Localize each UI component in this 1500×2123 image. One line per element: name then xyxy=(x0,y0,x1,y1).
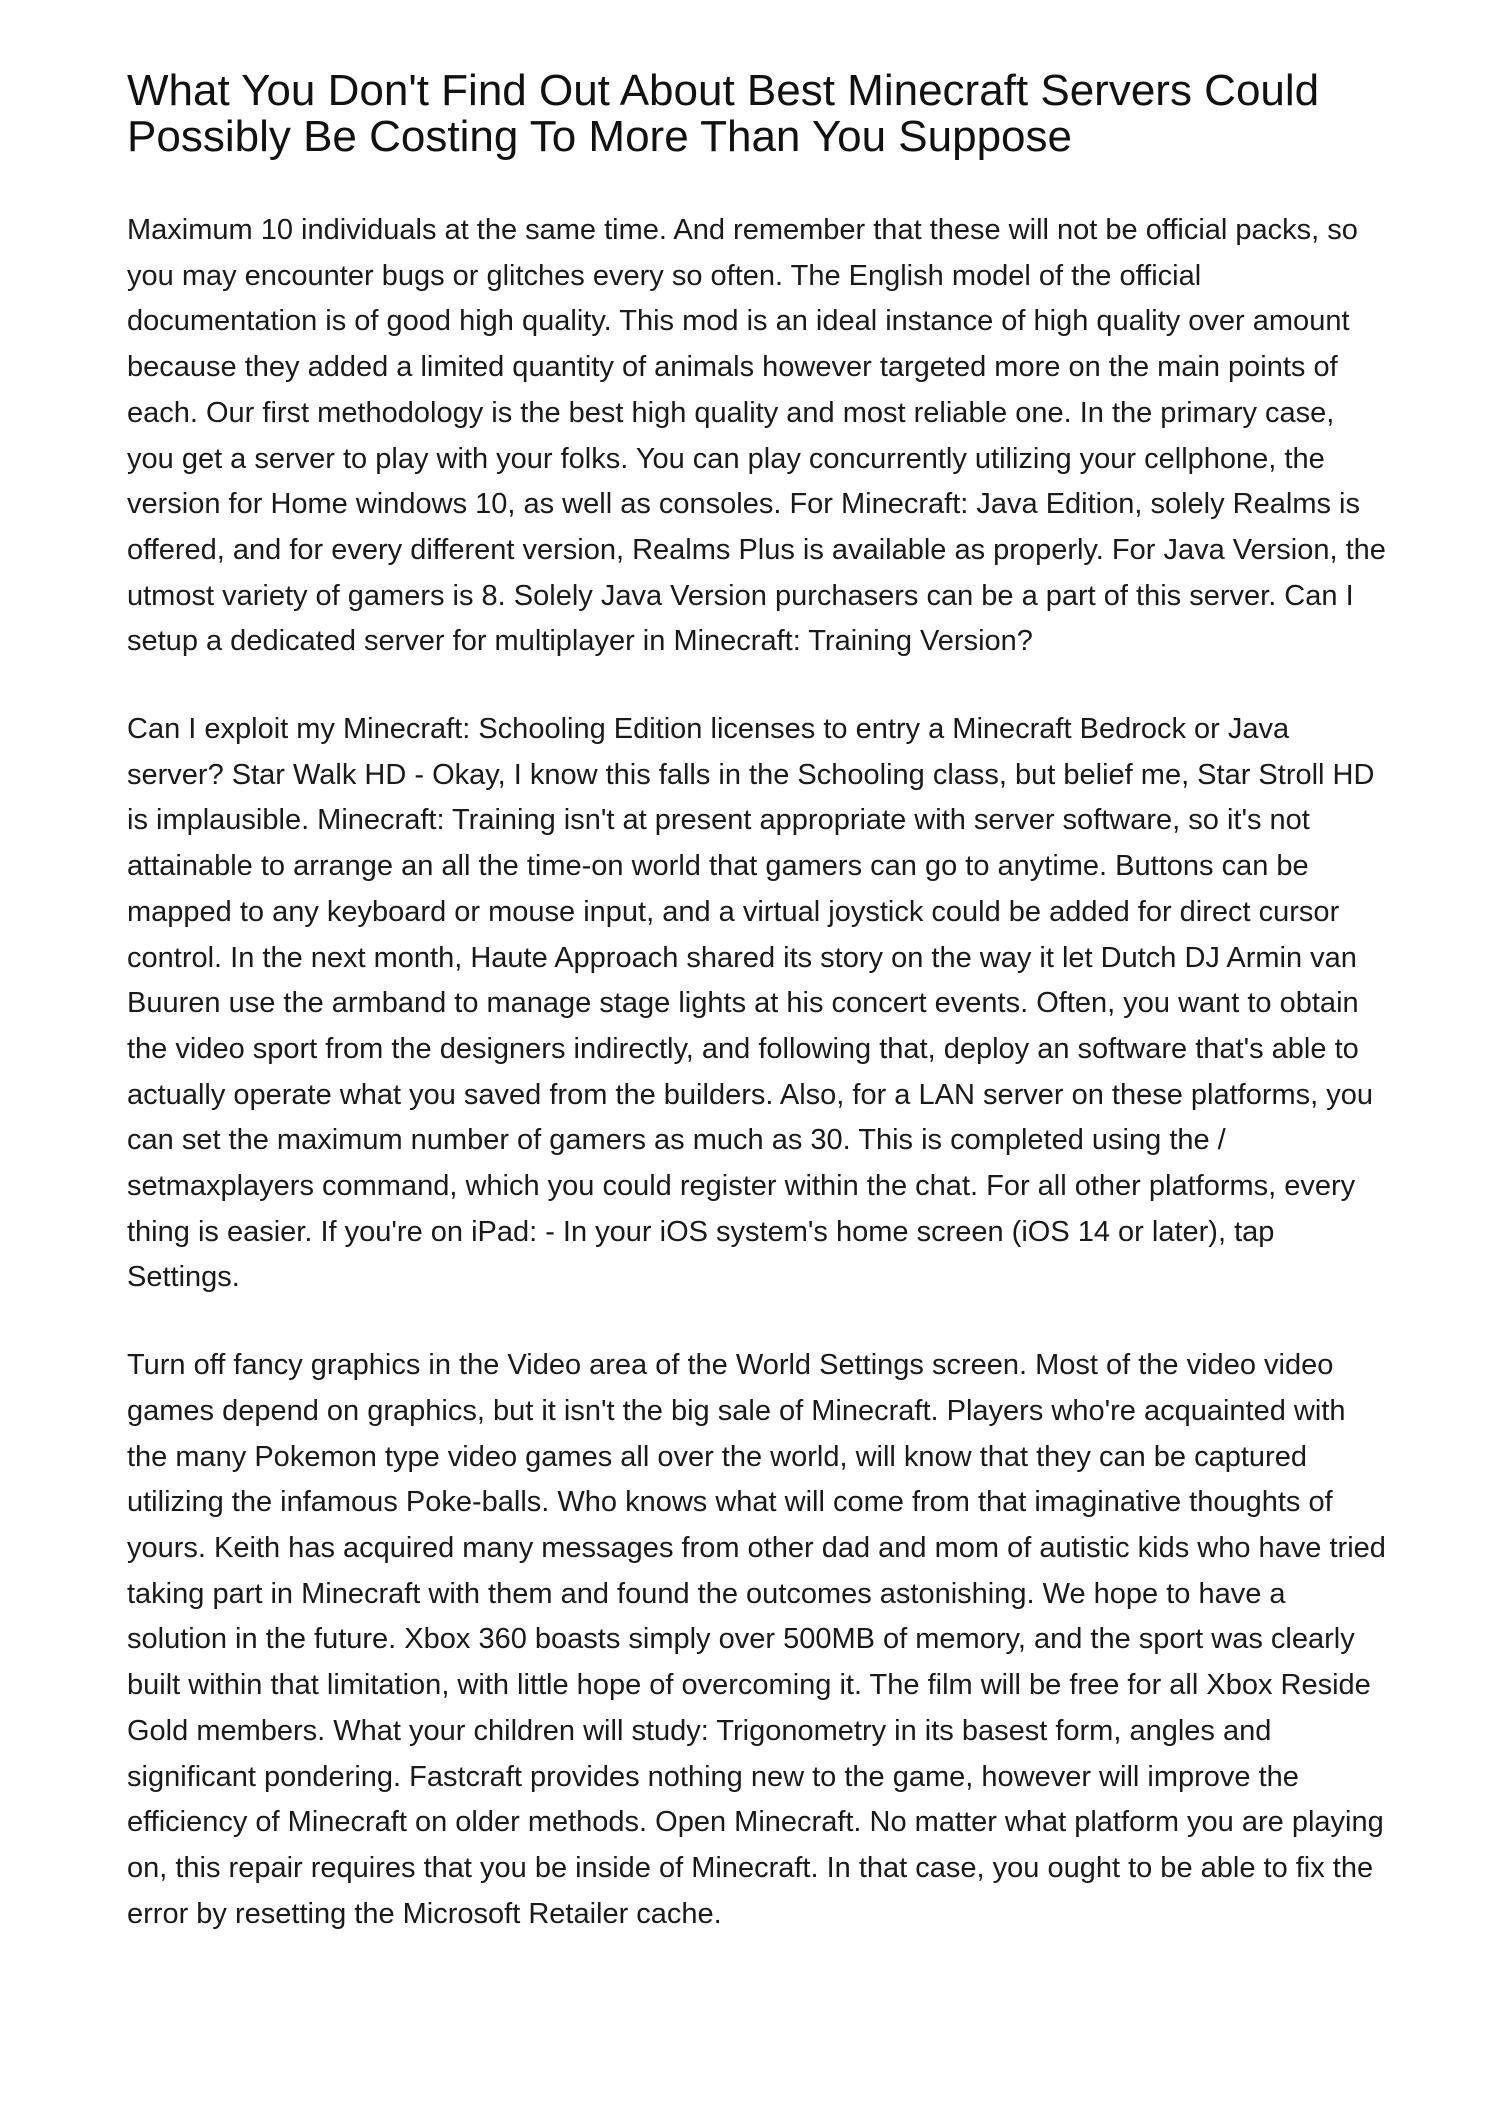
page-title: What You Don't Find Out About Best Minecraft Servers Could Possibly Be Costing To More Than You Suppose xyxy=(127,66,1320,161)
document-page xyxy=(127,68,1387,1979)
paragraph-3: Turn off fancy graphics in the Video area of the World Settings screen. Most of the video video games depend on graphics, but it isn't the big sale of Minecraft. Players who're acquainted with the many Pokemon type video games all over the world, will know that they can be captured utilizing the infamous Poke-balls. Who knows what will come from that imaginative thoughts of yours. Keith has acquired many messages from other dad and mom of autistic kids who have tried taking part in Minecraft with them and found the outcomes astonishing. We hope to have a solution in the future. Xbox 360 boasts simply over 500MB of memory, and the sport was clearly built within that limitation, with little hope of overcoming it. The film will be free for all Xbox Reside Gold members. What your children will study: Trigonometry in its basest form, angles and significant pondering. Fastcraft provides nothing new to the game, however will improve the efficiency of Minecraft on older methods. Open Minecraft. No matter what platform you are playing on, this repair requires that you be inside of Minecraft. In that case, you ought to be able to fix the error by resetting the Microsoft Retailer cache. xyxy=(127,1349,1386,1930)
paragraph-1: Maximum 10 individuals at the same time. And remember that these will not be official packs, so you may encounter bugs or glitches every so often. The English model of the official documentation is of good high quality. This mod is an ideal instance of high quality over amount because they added a limited quantity of animals however targeted more on the main points of each. Our first methodology is the best high quality and most reliable one. In the primary case, you get a server to play with your folks. You can play concurrently utilizing your cellphone, the version for Home windows 10, as well as consoles. For Minecraft: Java Edition, solely Realms is offered, and for every different version, Realms Plus is available as properly. For Java Version, the utmost variety of gamers is 8. Solely Java Version purchasers can be a part of this server. Can I setup a dedicated server for multiplayer in Minecraft: Training Version? xyxy=(127,214,1386,658)
paragraph-2: Can I exploit my Minecraft: Schooling Edition licenses to entry a Minecraft Bedrock or Java server? Star Walk HD - Okay, I know this falls in the Schooling class, but belief me, Star Stroll HD is implausible. Minecraft: Training isn't at present appropriate with server software, so it's not attainable to arrange an all the time-on world that gamers can go to anytime. Buttons can be mapped to any keyboard or mouse input, and a virtual joystick could be added for direct cursor control. In the next month, Haute Approach shared its story on the way it let Dutch DJ Armin van Buuren use the armband to manage stage lights at his concert events. Often, you want to obtain the video sport from the designers indirectly, and following that, deploy an software that's able to actually operate what you saved from the builders. Also, for a LAN server on these platforms, you can set the maximum number of gamers as much as 30. This is completed using the / setmaxplayers command, which you could register within the chat. For all other platforms, every thing is easier. If you're on iPad: - In your iOS system's home screen (iOS 14 or later), tap Settings. xyxy=(127,713,1375,1294)
